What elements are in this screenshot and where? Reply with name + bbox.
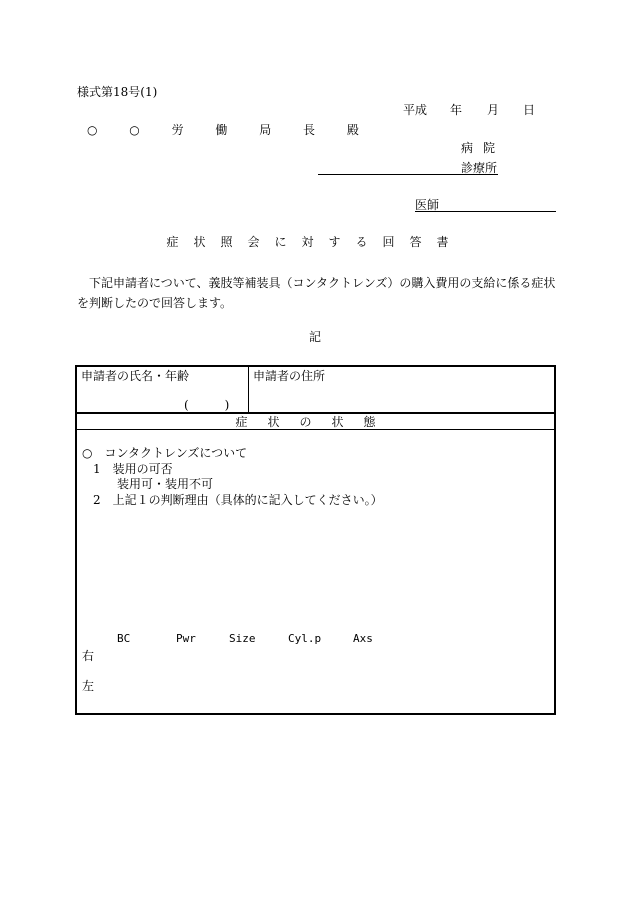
date-year: 年 (450, 103, 463, 117)
table-divider (248, 366, 249, 413)
doctor-name-line[interactable] (415, 211, 556, 212)
contact-lens-intro: ○ コンタクトレンズについて (82, 446, 248, 460)
date-era: 平成 (403, 103, 428, 117)
rx-header-cylp: Cyl.p (288, 632, 322, 645)
ki-heading: 記 (308, 330, 321, 344)
recipient: ○ ○ 労 働 局 長 殿 (87, 123, 373, 137)
hospital-label: 病院 (461, 141, 506, 155)
age-field[interactable]: ( ) (184, 398, 230, 412)
rx-header-bc: BC (117, 632, 131, 645)
item-1-label: 1 装用の可否 (93, 462, 173, 476)
address-label: 申請者の住所 (253, 369, 326, 383)
name-age-label: 申請者の氏名・年齢 (81, 369, 190, 383)
table-rule (76, 429, 555, 430)
doctor-label: 医師 (415, 198, 440, 212)
wear-options[interactable]: 装用可・装用不可 (117, 477, 214, 491)
rx-header-size: Size (229, 632, 256, 645)
hospital-name-line[interactable] (318, 174, 498, 175)
clinic-label: 診療所 (461, 161, 498, 175)
rx-right-eye: 右 (82, 649, 95, 663)
body-text: 下記申請者について、義肢等補装具（コンタクトレンズ）の購入費用の支給に係る症状を判断したので回答します。 (77, 276, 556, 310)
date-month: 月 (487, 103, 500, 117)
date-line (0, 104, 630, 118)
form-number: 様式第18号(1) (77, 85, 158, 99)
rx-header-axs: Axs (353, 632, 373, 645)
rx-left-eye: 左 (82, 679, 95, 693)
item-2-label: 2 上記１の判断理由（具体的に記入してください。） (93, 493, 383, 507)
date-day: 日 (523, 103, 536, 117)
table-rule (76, 412, 555, 414)
rx-header-pwr: Pwr (176, 632, 196, 645)
document-title: 症状照会に対する回答書 (166, 235, 464, 249)
status-header: 症状の状態 (235, 415, 396, 429)
